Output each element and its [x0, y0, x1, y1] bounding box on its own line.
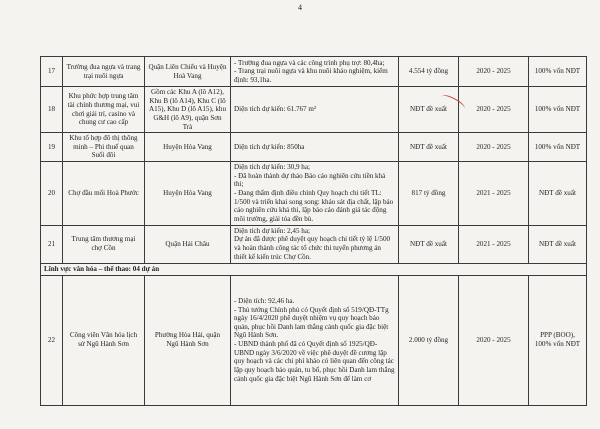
project-capital: 2.000 tỷ đồng	[399, 275, 459, 405]
project-location: Quận Hải Châu	[145, 225, 231, 263]
project-description	[231, 225, 399, 263]
project-period: 2020 - 2025	[459, 87, 529, 133]
row-number: 22	[41, 275, 63, 405]
row-number: 17	[41, 57, 63, 87]
project-name: Khu phức hợp trung tâm tài chính thương mại, vui chơi giải trí, casino và chung cư cao cấp	[63, 87, 145, 133]
section-title: Lĩnh vực văn hóa – thể thao: 04 dự án	[41, 263, 587, 275]
row-number: 19	[41, 133, 63, 162]
project-capital: NĐT đề xuất	[399, 87, 459, 133]
project-description	[231, 87, 399, 133]
investment-form: 100% vốn NĐT	[529, 87, 587, 133]
investment-form: 100% vốn NĐT	[529, 57, 587, 87]
project-capital: NĐT đề xuất	[399, 225, 459, 263]
project-name: Khu tổ hợp đô thị thông minh – Phi thuế quan Suối đôi	[63, 133, 145, 162]
table-row	[41, 225, 587, 263]
description-line: - Đang thẩm định điều chỉnh Quy hoạch chi tiết TL: 1/500 và triển khai song song: khảo sát địa chất, lập báo cáo nghiên cứu khả thi, lập báo cáo đánh giá tác động môi trường, giải tỏa đền bù.	[234, 189, 394, 223]
description-line: Diện tích dự kiến: 61.767 m²	[234, 105, 317, 114]
project-description	[231, 162, 399, 225]
project-period: 2020 - 2025	[459, 133, 529, 162]
project-capital: NĐT đề xuất	[399, 133, 459, 162]
project-name: Công viên Văn hóa lịch sử Ngũ Hành Sơn	[63, 275, 145, 405]
table-row	[41, 162, 587, 225]
description-line: - Đã hoàn thành dự thảo Báo cáo nghiên cứu tiền khả thi;	[234, 171, 386, 189]
project-location: Huyện Hòa Vang	[145, 162, 231, 225]
project-name: Trung tâm thương mại chợ Cồn	[63, 225, 145, 263]
project-name: Chợ đầu mối Hoà Phước	[63, 162, 145, 225]
project-description	[231, 57, 399, 87]
project-location: Huyện Hòa Vang	[145, 133, 231, 162]
page-number: 4	[298, 3, 302, 12]
project-period: 2020 - 2025	[459, 275, 529, 405]
description-line: - UBND thành phố đã có Quyết định số 1925/QĐ-UBND ngày 3/6/2020 về việc phê duyệt đề cương lập quy hoạch và các chi phí khảo có liên quan đến công tác lập quy hoạch bảo quản, tu bổ, phục hồi Danh lam thắng cảnh quốc gia đặc biệt Ngũ Hành Sơn để làm cơ	[234, 340, 395, 383]
description-line: Diện tích dự kiến: 30,9 ha;	[234, 163, 310, 172]
section-header-row	[41, 263, 587, 275]
row-number: 18	[41, 87, 63, 133]
project-description	[231, 275, 399, 405]
description-line: Dự án đã được phê duyệt quy hoạch chi tiết tỷ lệ 1/500 và hoàn thành công tác tổ chức thi tuyển phương án thiết kế kiến trúc Chợ Cồn.	[234, 235, 391, 261]
investment-form: 100% vốn NĐT	[529, 133, 587, 162]
project-period: 2021 - 2025	[459, 225, 529, 263]
project-capital: 817 tỷ đồng	[399, 162, 459, 225]
project-period: 2020 - 2025	[459, 57, 529, 87]
table-row	[41, 87, 587, 133]
row-number: 21	[41, 225, 63, 263]
row-number: 20	[41, 162, 63, 225]
project-location: Phường Hòa Hải, quận Ngũ Hành Sơn	[145, 275, 231, 405]
description-line: Diện tích dự kiến: 850ha	[234, 142, 305, 151]
project-location: Gồm các Khu A (lô A12), Khu B (lô A14), Khu C (lô A15), Khu D (lô A15), khu G&H (lô A9), quận Sơn Trà	[145, 87, 231, 133]
description-line: Diện tích dự kiến: 2,45 ha;	[234, 226, 310, 235]
project-capital: 4.554 tỷ đồng	[399, 57, 459, 87]
project-table	[40, 56, 587, 406]
project-location: Quận Liên Chiểu và Huyện Hoà Vang	[145, 57, 231, 87]
investment-form: NĐT đề xuất	[529, 162, 587, 225]
description-line: - Trang trại nuôi ngựa và khu nuôi khảo nghiệm, kiểm định: 93,1ha.	[234, 67, 388, 84]
table-row	[41, 133, 587, 162]
description-line: - Trường đua ngựa và các công trình phụ trợ: 80,4ha;	[234, 58, 385, 67]
description-line: - Thủ tướng Chính phủ có Quyết định số 519/QĐ-TTg ngày 16/4/2020 phê duyệt nhiệm vụ quy hoạch bảo quản, phục hồi Danh lam thắng cảnh quốc gia đặc biệt Ngũ Hành Sơn.	[234, 305, 389, 340]
table-row	[41, 57, 587, 87]
project-period: 2021 - 2025	[459, 162, 529, 225]
investment-form: NĐT đề xuất	[529, 225, 587, 263]
project-name: Trường đua ngựa và trang trại nuôi ngựa	[63, 57, 145, 87]
table-row	[41, 275, 587, 405]
investment-form: PPP (BOO), 100% vốn NĐT	[529, 275, 587, 405]
description-line: - Diện tích: 92,46 ha.	[234, 296, 295, 305]
project-description	[231, 133, 399, 162]
